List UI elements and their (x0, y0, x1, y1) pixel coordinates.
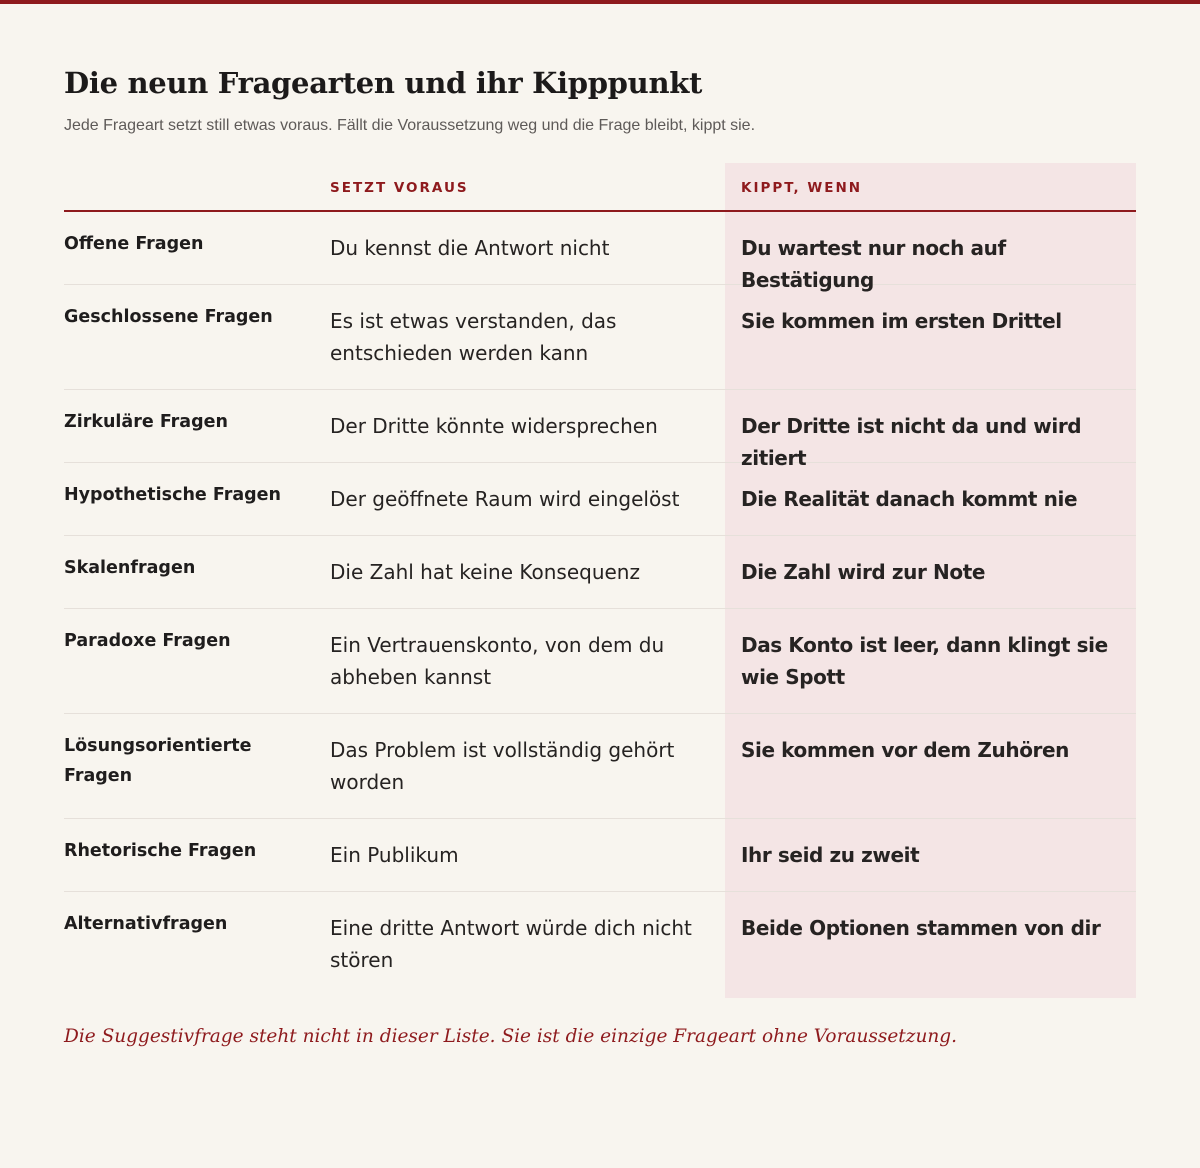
column-header-voraus: SETZT VORAUS (330, 180, 469, 196)
question-type-cell: Rhetorische Fragen (64, 841, 257, 861)
voraus-cell: Ein Publikum (330, 843, 459, 867)
table-row (64, 285, 1136, 390)
question-type-cell: Geschlossene Fragen (64, 307, 273, 327)
question-type-cell: Zirkuläre Fragen (64, 412, 228, 432)
kippt-cell: Du wartest nur noch auf Bestätigung (741, 236, 1006, 292)
kippt-cell: Sie kommen im ersten Drittel (741, 309, 1062, 333)
top-accent-rule (0, 0, 1200, 4)
question-types-table (64, 163, 1136, 997)
footnote: Die Suggestivfrage steht nicht in dieser Liste. Sie ist die einzige Frageart ohne Voraussetzung. (64, 1026, 958, 1047)
kippt-cell: Ihr seid zu zweit (741, 843, 920, 867)
question-type-cell: Skalenfragen (64, 558, 196, 578)
question-type-cell: Paradoxe Fragen (64, 631, 231, 651)
voraus-cell: Das Problem ist vollständig gehört worden (330, 738, 675, 794)
kippt-cell: Das Konto ist leer, dann klingt sie wie Spott (741, 633, 1108, 689)
table-row (64, 714, 1136, 819)
voraus-cell: Der geöffnete Raum wird eingelöst (330, 487, 680, 511)
table-header (64, 163, 1136, 212)
table-row (64, 819, 1136, 892)
page-title: Die neun Fragearten und ihr Kipppunkt (64, 66, 703, 100)
page-subtitle: Jede Frageart setzt still etwas voraus. Fällt die Voraussetzung weg und die Frage bleibt, kippt sie. (64, 117, 756, 134)
voraus-cell: Du kennst die Antwort nicht (330, 236, 610, 260)
table-row (64, 609, 1136, 714)
table-row (64, 212, 1136, 292)
kippt-cell: Die Zahl wird zur Note (741, 560, 986, 584)
kippt-cell: Sie kommen vor dem Zuhören (741, 738, 1070, 762)
voraus-cell: Es ist etwas verstanden, das entschieden werden kann (330, 309, 617, 365)
question-type-cell: Lösungsorientierte Fragen (64, 736, 252, 786)
table-row (64, 536, 1136, 609)
table-row (64, 390, 1136, 470)
question-type-cell: Offene Fragen (64, 234, 204, 254)
kippt-cell: Der Dritte ist nicht da und wird zitiert (741, 414, 1082, 470)
question-type-cell: Hypothetische Fragen (64, 485, 281, 505)
column-header-kippt: KIPPT, WENN (741, 180, 863, 196)
question-type-cell: Alternativfragen (64, 914, 228, 934)
kippt-cell: Die Realität danach kommt nie (741, 487, 1078, 511)
table-row (64, 463, 1136, 536)
kippt-cell: Beide Optionen stammen von dir (741, 916, 1101, 940)
voraus-cell: Ein Vertrauenskonto, von dem du abheben kannst (330, 633, 665, 689)
voraus-cell: Der Dritte könnte widersprechen (330, 414, 658, 438)
table-row (64, 892, 1136, 997)
voraus-cell: Die Zahl hat keine Konsequenz (330, 560, 640, 584)
voraus-cell: Eine dritte Antwort würde dich nicht stören (330, 916, 692, 972)
